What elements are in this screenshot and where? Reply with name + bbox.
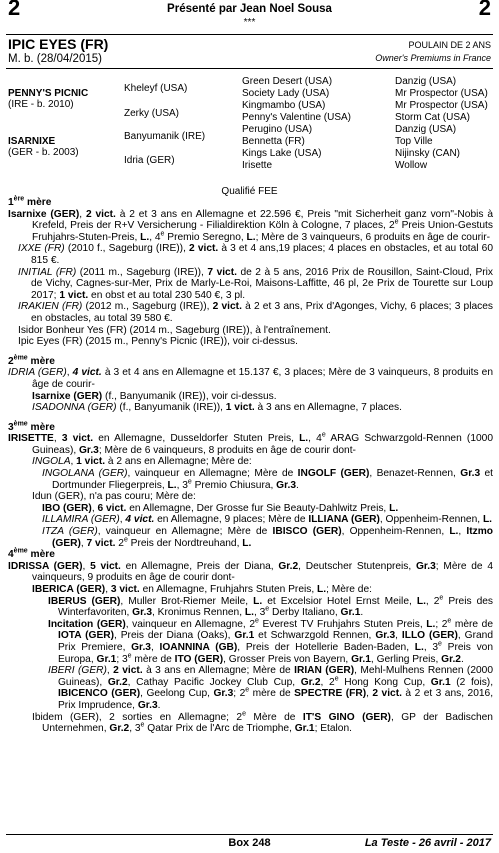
gggp-1: Danzig (USA) — [395, 76, 457, 87]
produce-isadonna: ISADONNA (GER) (f., Banyumanik (IRE)), 1 vict. à 3 ans en Allemagne, 7 places. — [32, 402, 402, 414]
horse-sex: POULAIN DE 2 ANS — [408, 40, 491, 50]
horse-name: IPIC EYES (FR) — [8, 36, 109, 52]
produce-ingolana: INGOLANA (GER), vainqueur en Allemagne; Mère de INGOLF (GER), Benazet-Rennen, Gr.3 et Dortmunder Fliegerpreis, L., 3e Premio Chiusura, Gr.3. — [42, 468, 493, 491]
produce-record — [8, 197, 493, 735]
gggp-8: Wollow — [395, 160, 428, 171]
produce-ibo: IBO (GER), 6 vict. en Allemagne, Der Grosse fur Sie Beauty-Dahlwitz Preis, L. — [42, 502, 399, 514]
gggp-5: Danzig (USA) — [395, 124, 457, 135]
produce-initial: INITIAL (FR) (2011 m., Sageburg (IRE)), 7 vict. de 2 à 5 ans, 2016 Prix de Rousillon, Saint-Cloud, Prix de Vichy, Cagnes-sur-Mer, Prix de Marly-Le-Roi, Maisons-Laffitte, 46 pl, 2e Prix de Tourette sur Loup 2017; 1 vict. en obst et au total 230 540 €, 3 pl. — [18, 266, 493, 301]
dam-paragraph: Isarnixe (GER), 2 vict. à 2 et 3 ans en Allemagne et 22.596 €, Preis "mit Sicherheit ganz vorn"-Nobis à Krefeld, Preis der R+V Versicherung - Filialdirektion Köln à Cologne, 7 places, 2e Preis Union-Gestuts Fruhjahrs-Stuten-Preis, L., 4e Premio Seregno, L.; Mère de 3 vainqueurs, 6 produits en âge de courir- — [8, 208, 493, 243]
gggp-3: Mr Prospector (USA) — [395, 100, 488, 111]
ggp-3: Kingmambo (USA) — [242, 100, 326, 111]
grandsire-4: Idria (GER) — [124, 155, 175, 166]
ggp-5: Perugino (USA) — [242, 124, 313, 135]
gggp-7: Nijinsky (CAN) — [395, 148, 460, 159]
gggp-6: Top Ville — [395, 136, 433, 147]
gggp-4: Storm Cat (USA) — [395, 112, 471, 123]
produce-ixxe: IXXE (FR) (2010 f., Sageburg (IRE)), 2 vict. à 3 et 4 ans,19 places; 4 places en obstacles, et au total 60 815 €. — [18, 243, 493, 266]
produce-itza: ITZA (GER), vainqueur en Allemagne; Mère de IBISCO (GER), Oppenheim-Rennen, L., Itzmo (GER), 7 vict. 2e Preis der Nordtreuhand, L. — [42, 526, 493, 549]
top-rule — [6, 34, 493, 35]
granddam-paragraph: IDRIA (GER), 4 vict. à 3 et 4 ans en Allemagne et 15.137 €, 3 places; Mère de 3 vainqueurs, 8 produits en âge de courir- — [8, 367, 493, 390]
stars: *** — [243, 17, 256, 28]
box-number: Box 248 — [228, 837, 271, 849]
presenter: Présenté par Jean Noel Sousa — [167, 3, 332, 15]
produce-isidor: Isidor Bonheur Yes (FR) (2014 m., Sageburg (IRE)), à l'entraînement. — [18, 324, 331, 336]
produce-irakien: IRAKIEN (FR) (2012 m., Sageburg (IRE)), 2 vict. à 2 et 3 ans, Prix d'Agonges, Vichy, 6 places; 3 places en obstacles, au total 39 580 €. — [18, 301, 493, 324]
produce-ingola: INGOLA, 1 vict. à 2 ans en Allemagne; Mère de: — [32, 456, 252, 468]
footer-rule — [6, 834, 493, 835]
header-rule — [6, 68, 493, 69]
dam-name: ISARNIXE — [8, 136, 56, 147]
grandsire-3: Banyumanik (IRE) — [124, 131, 206, 142]
horse-birth: M. b. (28/04/2015) — [8, 53, 102, 65]
sire-origin: (IRE - b. 2010) — [8, 99, 74, 110]
ggp-7: Kings Lake (USA) — [242, 148, 322, 159]
produce-isarnixe: Isarnixe (GER) (f., Banyumanik (IRE)), voir ci-dessus. — [32, 390, 277, 402]
gggp-2: Mr Prospector (USA) — [395, 88, 488, 99]
lot-number-left: 2 — [8, 0, 21, 20]
lot-number-right: 2 — [478, 0, 491, 20]
produce-ipic: Ipic Eyes (FR) (2015 m., Penny's Picnic (IRE)), voir ci-dessus. — [18, 336, 298, 348]
sire-name: PENNY'S PICNIC — [8, 88, 89, 99]
ggp-1: Green Desert (USA) — [242, 76, 333, 87]
third-dam-paragraph: IRISETTE, 3 vict. en Allemagne, Dusseldorfer Stuten Preis, L., 4e ARAG Schwarzgold-Rennen (1000 Guineas), Gr.3; Mère de 6 vainqueurs, 8 produits en âge de courir dont- — [8, 431, 493, 456]
section-1ere-mere: 1ère mère — [8, 195, 52, 208]
grandsire-2: Zerky (USA) — [124, 108, 179, 119]
ggp-4: Penny's Valentine (USA) — [242, 112, 351, 123]
ggp-6: Bennetta (FR) — [242, 136, 305, 147]
section-3eme-mere: 3ème mère — [8, 420, 55, 433]
qualified: Qualifié FEE — [221, 186, 278, 197]
produce-iberica: IBERICA (GER), 3 vict. en Allemagne, Fruhjahrs Stuten Preis, L.; Mère de: — [32, 584, 372, 595]
fourth-dam-paragraph: IDRISSA (GER), 5 vict. en Allemagne, Preis der Diana, Gr.2, Deutscher Stutenpreis, Gr.3; Mère de 4 vainqueurs, 9 produits en âge de courir dont- — [8, 560, 493, 584]
produce-illamira: ILLAMIRA (GER), 4 vict. en Allemagne, 9 places; Mère de ILLIANA (GER), Oppenheim-Rennen, L. — [42, 514, 492, 526]
premiums: Owner's Premiums in France — [375, 53, 491, 63]
ggp-2: Society Lady (USA) — [242, 88, 330, 99]
produce-ibidem: Ibidem (GER), 2 sorties en Allemagne; 2e Mère de IT'S GINO (GER), GP der Badischen Unternehmen, Gr.2, 3e Qatar Prix de l'Arc de Triomphe, Gr.1; Etalon. — [32, 710, 493, 735]
produce-incitation: Incitation (GER), vainqueur en Allemagne, 2e Everest TV Fruhjahrs Stuten Preis, L.; 2e mère de IOTA (GER), Preis der Diana (Oaks), Gr.1 et Schwarzgold Rennen, Gr.3, ILLO (GER), Grand Prix Premiere, Gr.3, IOANNINA (GB), Preis der Hotellerie Baden-Baden, L., 3e Preis von Europa, Gr.1; 3e mère de ITO (GER), Grosser Preis von Bayern, Gr.1, Gerling Preis, Gr.2. — [48, 617, 494, 665]
produce-idun: Idun (GER), n'a pas couru; Mère de: — [32, 491, 196, 503]
grandsire-1: Kheleyf (USA) — [124, 83, 188, 94]
dam-origin: (GER - b. 2003) — [8, 147, 79, 158]
section-2eme-mere: 2ème mère — [8, 354, 55, 367]
produce-iberus: IBERUS (GER), Muller Brot-Riemer Meile, L. et Excelsior Hotel Ernst Meile, L., 2e Preis des Winterfavoriten, Gr.3, Kronimus Rennen, L., 3e Derby Italiano, Gr.1. — [48, 594, 493, 619]
ggp-8: Irisette — [242, 160, 273, 171]
sale-date: La Teste - 26 avril - 2017 — [364, 837, 491, 849]
produce-iberi: IBERI (GER), 2 vict. à 3 ans en Allemagne; Mère de IRIAN (GER), Mehl-Mulhens Rennen (2000 Guineas), Gr.2, Cathay Pacific Jockey Club Cup, Gr.2, 2e Hong Kong Cup, Gr.1 (2 fois), IBICENCO (GER), Geelong Cup, Gr.3; 2e mère de SPECTRE (FR), 2 vict. à 2 et 3 ans, 2016, Prix Imprudence, Gr.3. — [48, 665, 494, 711]
section-4eme-mere: 4ème mère — [8, 547, 55, 561]
